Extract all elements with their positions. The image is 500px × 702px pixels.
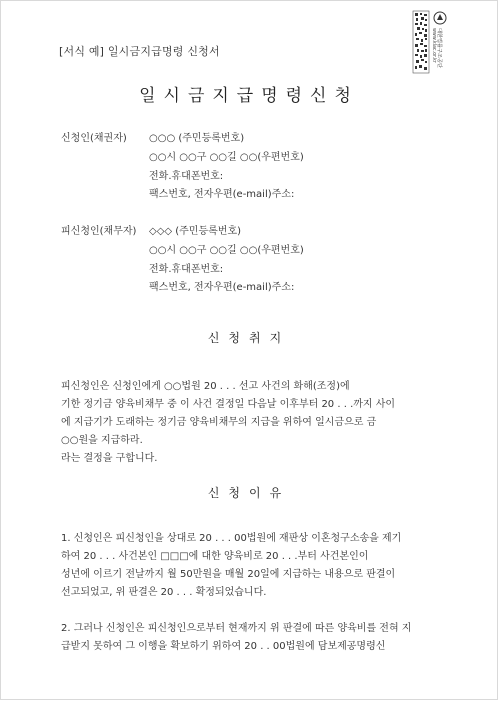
respondent-phone: 전화.휴대폰번호: (149, 264, 224, 275)
document-title: 일시금지급명령신청 (139, 86, 359, 106)
respondent-address: ○○시 ○○구 ○○길 ○○(우편번호) (149, 245, 304, 256)
respondent-role: 피신청인(채무자) (61, 226, 137, 237)
klac-logo-icon (412, 10, 482, 74)
purpose-line: 라는 결정을 구합니다. (61, 453, 158, 464)
reason-line: 하여 20 . . . 사건본인 □□□에 대한 양육비로 20 . . .부터 사건본인이 (61, 551, 369, 562)
applicant-contact: 팩스번호, 전자우편(e-mail)주소: (149, 189, 295, 200)
svg-text:www.klac.or.kr: www.klac.or.kr (431, 28, 436, 63)
purpose-line: 기한 정기금 양육비채무 중 이 사건 결정일 다음날 이후부터 20 . . .까지 사이 (61, 399, 396, 410)
svg-text:대한법률구조공단: 대한법률구조공단 (436, 28, 442, 69)
form-label: [서식 예] 일시금지급명령 신청서 (59, 45, 220, 58)
applicant-role: 신청인(채권자) (61, 133, 127, 144)
reason-line: 선고되었고, 위 판결은 20 . . . 확정되었습니다. (61, 587, 267, 598)
applicant-address: ○○시 ○○구 ○○길 ○○(우편번호) (149, 152, 304, 163)
respondent-contact: 팩스번호, 전자우편(e-mail)주소: (149, 282, 295, 293)
purpose-line: ○○원을 지급하라. (61, 435, 143, 446)
reason-line: 2. 그러나 신청인은 피신청인으로부터 현재까지 위 판결에 따른 양육비를 전혀 지 (61, 623, 412, 634)
purpose-line: 에 지급기가 도래하는 정기금 양육비채무의 지급을 위하여 일시금으로 금 (61, 417, 377, 428)
reason-line: 1. 신청인은 피신청인을 상대로 20 . . . 00법원에 재판상 이혼청구소송을 제기 (61, 533, 402, 544)
reason-line: 급받지 못하여 그 이행을 확보하기 위하여 20 . . 00법원에 담보제공명령신 (61, 641, 386, 652)
reason-line: 성년에 이르기 전날까지 월 50만원을 매월 20일에 지급하는 내용으로 판결이 (61, 569, 396, 580)
respondent-name: ◇◇◇ (주민등록번호) (149, 226, 242, 237)
applicant-name: ○○○ (주민등록번호) (149, 133, 245, 144)
purpose-title: 신청취지 (207, 331, 291, 345)
applicant-phone: 전화.휴대폰번호: (149, 171, 224, 182)
purpose-line: 피신청인은 신청인에게 ○○법원 20 . . . 선고 사건의 화해(조정)에 (61, 381, 350, 392)
reason-title: 신청이유 (207, 486, 291, 500)
